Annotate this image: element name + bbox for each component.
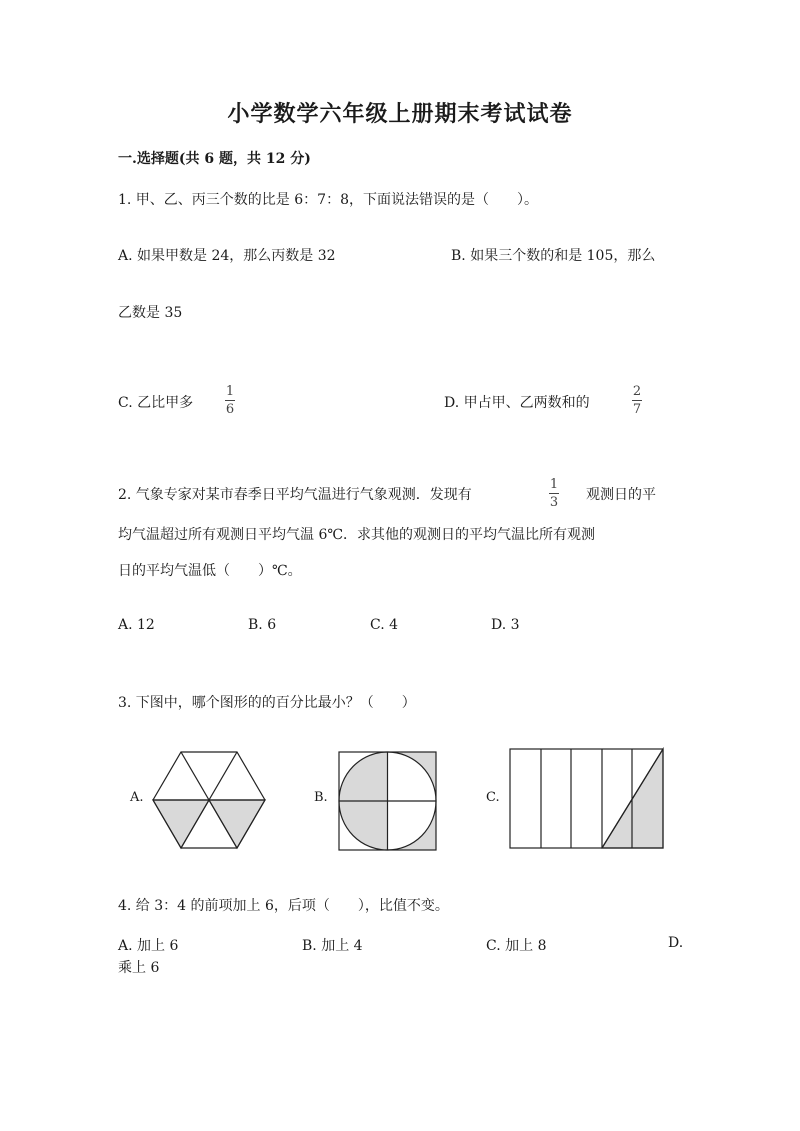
fraction-numerator: 1 — [549, 477, 559, 492]
page-title: 小学数学六年级上册期末考试试卷 — [227, 101, 573, 127]
corner-shaded-region — [387, 752, 436, 801]
q2-line3: 日的平均气温低（ ）℃。 — [118, 563, 302, 579]
q4-option-a: A. 加上 6 — [118, 938, 179, 954]
q3-figure-a-label: A. — [130, 790, 144, 805]
q4-option-b: B. 加上 4 — [302, 938, 363, 954]
section-heading: 一.选择题(共 6 题，共 12 分) — [118, 151, 311, 167]
strips-figure — [510, 749, 663, 848]
q2-line1: 2. 气象专家对某市春季日平均气温进行气象观测．发现有 — [118, 487, 472, 503]
q2-option-d: D. 3 — [491, 617, 520, 633]
q2-option-a: A. 12 — [118, 617, 155, 633]
q4-option-d: D. — [668, 935, 684, 951]
q4-stem: 4. 给 3：4 的前项加上 6，后项（ ），比值不变。 — [118, 898, 449, 914]
fraction-denominator: 3 — [549, 495, 559, 510]
q2-line1-cont: 观测日的平 — [586, 487, 656, 503]
square-circle-figure — [339, 752, 436, 850]
q4-option-c: C. 加上 8 — [486, 938, 547, 954]
q3-figure-b-label: B. — [314, 790, 328, 805]
fraction-denominator: 6 — [225, 402, 235, 417]
q2-option-c: C. 4 — [370, 617, 399, 633]
circle-shaded-quadrant — [339, 752, 387, 801]
q1-stem: 1. 甲、乙、丙三个数的比是 6：7：8，下面说法错误的是（ ）。 — [118, 192, 538, 208]
q1-option-b: B. 如果三个数的和是 105，那么 — [451, 248, 656, 264]
fraction-numerator: 2 — [632, 384, 642, 399]
q3-figure-c-label: C. — [486, 790, 500, 805]
corner-shaded-region — [387, 801, 436, 850]
q1-option-b-cont: 乙数是 35 — [118, 305, 183, 321]
q4-option-d-cont: 乘上 6 — [118, 960, 160, 976]
circle-shaded-quadrant — [339, 801, 387, 850]
q1-option-a: A. 如果甲数是 24，那么丙数是 32 — [118, 248, 336, 264]
hexagon-shaded-triangle — [153, 800, 209, 848]
q3-stem: 3. 下图中，哪个图形的的百分比最小？（ ） — [118, 695, 416, 711]
q2-line2: 均气温超过所有观测日平均气温 6℃．求其他的观测日的平均气温比所有观测 — [118, 527, 596, 543]
q2-option-b: B. 6 — [248, 617, 277, 633]
fraction-denominator: 7 — [632, 402, 642, 417]
hexagon-figure — [153, 752, 265, 848]
hexagon-shaded-triangle — [209, 800, 265, 848]
q1-option-c: C. 乙比甲多 — [118, 395, 194, 411]
q1-option-d: D. 甲占甲、乙两数和的 — [444, 395, 590, 411]
fraction-numerator: 1 — [225, 384, 235, 399]
